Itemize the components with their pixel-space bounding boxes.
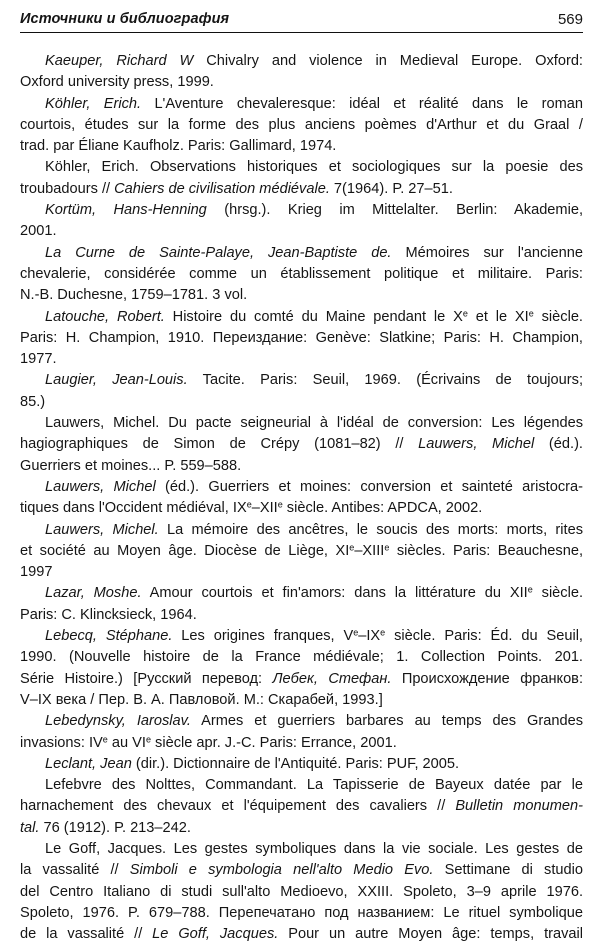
entry-line [20,541,583,562]
text-run: courtois, études sur la forme des plus anciens poèmes d'Arthur et du Graal / [20,116,583,133]
bib-entry [20,243,583,307]
text-run: Lefebvre des Nolttes, Commandant. La Tapisserie de Bayeux datée par le [45,777,583,794]
entry-line [20,498,583,519]
text-run: (éd.). Guerriers et moines: conversion et sainteté aristocra- [155,478,583,495]
bib-entry [20,626,583,711]
italic-text: Lazar, Moshe. [45,585,142,602]
superscript-ordinal: e [462,308,468,319]
page-number: 569 [557,10,583,28]
text-run: Guerriers et moines... P. 559–588. [20,457,242,474]
text-run: Paris: C. Klincksieck, 1964. [20,606,197,623]
text-run: Mémoires sur l'ancienne [391,244,584,261]
entry-line [20,839,583,860]
entry-line [20,94,583,115]
text-run: harnachement des chevaux et l'équipement des cavaliers // [20,798,456,815]
entry-line [20,285,583,306]
entry-line [20,51,583,72]
bib-entry [20,520,583,584]
text-run: siècle. [533,308,583,325]
text-run: troubadours // [20,180,115,197]
entry-line [20,328,583,349]
italic-text: Lebecq, Stéphane. [45,628,173,645]
text-run: Armes et guerriers barbares au temps des Grandes [190,713,584,730]
entry-line [20,669,583,690]
text-run: Chivalry and violence in Medieval Europe. Oxford: [193,53,583,69]
italic-text: Bulletin monumen- [455,798,583,815]
running-header [20,6,583,33]
entry-line [20,626,583,647]
bib-entry [20,754,583,775]
text-run: Amour courtois et fin'amors: dans la littérature du XII [141,585,528,602]
italic-text: Simboli e symbologia nell'alto Medio Evo. [129,862,434,879]
italic-text: Leclant, Jean [45,755,132,772]
text-run: siècle apr. J.-C. Paris: Errance, 2001. [150,734,397,751]
text-run: Histoire du comté du Maine pendant le X [164,308,463,325]
text-run: Les origines franques, V [172,628,354,645]
entry-line [20,690,583,711]
text-run: –XII [251,500,278,517]
bib-entry [20,370,583,413]
entry-line [20,115,583,136]
bib-entry [20,200,583,243]
superscript-ordinal: e [277,499,283,510]
entry-line [20,796,583,817]
text-run: 1997 [20,564,53,581]
text-run: siècle. [532,585,584,602]
text-run: L'Aventure chevaleresque: idéal et réalité dans le roman [141,95,584,112]
text-run: et société au Moyen âge. Diocèse de Liège, XI [20,542,350,559]
bibliography-list [20,51,583,945]
italic-text: Laugier, Jean-Louis. [45,372,188,389]
text-run: au VI [107,734,146,751]
text-run: –IX [358,628,381,645]
entry-line [20,413,583,434]
entry-line [20,200,583,221]
entry-line [20,307,583,328]
entry-line [20,72,583,93]
entry-line [20,775,583,796]
text-run: Le Goff, Jacques. Les gestes symboliques dans la vie sociale. Les gestes de [45,840,583,857]
superscript-ordinal: e [528,308,534,319]
superscript-ordinal: e [527,584,533,595]
entry-line [20,370,583,391]
text-run: N.-B. Duchesne, 1759–1781. 3 vol. [20,287,248,304]
bib-entry [20,51,583,94]
text-run: –XIII [354,542,385,559]
text-run: chevalerie, considérée comme un établissement politique et militaire. Paris: [20,265,583,282]
text-run: (hrsg.). Krieg im Mittelalter. Berlin: Akademie, [206,202,583,219]
text-run: siècles. Paris: Beauchesne, [389,542,584,559]
entry-line [20,903,583,924]
italic-text: Kaeuper, Richard W [45,53,194,69]
entry-line [20,562,583,583]
superscript-ordinal: e [145,733,151,744]
entry-line [20,711,583,732]
entry-line [20,733,583,754]
text-run: Spoleto, 1976. P. 679–788. Перепечатано под названием: Le rituel symbolique [20,904,583,921]
text-run: Происхождение франков: [391,670,583,687]
italic-text: Lauwers, Michel [418,436,535,453]
text-run: et le XI [467,308,529,325]
entry-line [20,860,583,881]
text-run: 2001. [20,223,57,240]
entry-line [20,583,583,604]
italic-text: Latouche, Robert. [45,308,165,325]
entry-line [20,179,583,200]
entry-line [20,157,583,178]
entry-line [20,243,583,264]
text-run: V–IX века / Пер. В. А. Павловой. М.: Скарабей, 1993.] [20,691,383,708]
bib-entry [20,157,583,200]
text-run: 76 (1912). P. 213–242. [39,819,191,836]
entry-line [20,924,583,945]
text-run: trad. par Éliane Kaufholz. Paris: Gallimard, 1974. [20,138,337,155]
italic-text: Lauwers, Michel. [45,521,159,538]
text-run: Pour un autre Moyen âge: temps, travail [278,926,583,943]
italic-text: tal. [20,819,40,836]
italic-text: Cahiers de civilisation médiévale. [114,180,330,197]
text-run: Settimane di studio [433,862,583,879]
text-run: Paris: H. Champion, 1910. Переиздание: Genève: Slatkine; Paris: H. Champion, [20,329,583,346]
bib-entry [20,477,583,520]
text-run: invasions: IV [20,734,103,751]
italic-text: Kortüm, Hans-Henning [45,202,207,219]
bib-entry [20,413,583,477]
italic-text: Le Goff, Jacques. [152,926,279,943]
text-run: (éd.). [534,436,583,453]
running-head-title: Источники и библиография [20,11,230,27]
text-run: tiques dans l'Occident médiéval, IX [20,500,247,517]
text-run: Oxford university press, 1999. [20,74,214,91]
text-run: 7(1964). P. 27–51. [329,180,453,197]
bib-entry [20,94,583,158]
text-run: Tacite. Paris: Seuil, 1969. (Écrivains de toujours; [187,372,583,389]
text-run: del Centro Italiano di studi sull'alto Medioevo, XXIII. Spoleto, 3–9 aprile 1976. [20,883,583,900]
bib-entry [20,839,583,945]
text-run: de la vassalité // [20,926,153,943]
text-run: siècle. Antibes: APDCA, 2002. [282,500,483,517]
text-run: Série Histoire.) [Русский перевод: [20,670,273,687]
bib-entry [20,775,583,839]
text-run: (dir.). Dictionnaire de l'Antiquité. Paris: PUF, 2005. [131,755,460,772]
italic-text: Lebedynsky, Iaroslav. [45,713,191,730]
entry-line [20,477,583,498]
italic-text: Köhler, Erich. [45,95,142,112]
text-run: 1977. [20,351,57,368]
entry-line [20,349,583,370]
text-run: Lauwers, Michel. Du pacte seigneurial à l'idéal de conversion: Les légendes [45,415,583,432]
superscript-ordinal: e [102,733,108,744]
entry-line [20,882,583,903]
entry-line [20,392,583,413]
text-run: 1990. (Nouvelle histoire de la France médiévale; 1. Collection Points. 201. [20,649,583,666]
entry-line [20,605,583,626]
bib-entry [20,307,583,371]
text-run: hagiographiques de Simon de Crépy (1081–82) // [20,436,419,453]
entry-line [20,520,583,541]
italic-text: La Curne de Sainte-Palaye, Jean-Baptiste de. [45,244,392,261]
superscript-ordinal: e [380,627,386,638]
text-run: 85.) [20,393,46,410]
italic-text: Лебек, Стефан. [272,670,392,687]
text-run: Köhler, Erich. Observations historiques et sociologiques sur la poesie des [45,159,583,176]
bib-entry [20,711,583,754]
italic-text: Lauwers, Michel [45,478,156,495]
entry-line [20,818,583,839]
superscript-ordinal: e [384,542,390,553]
text-run: La mémoire des ancêtres, le soucis des morts: morts, rites [158,521,583,538]
entry-line [20,136,583,157]
entry-line [20,264,583,285]
superscript-ordinal: e [353,627,359,638]
entry-line [20,434,583,455]
bib-entry [20,583,583,626]
entry-line [20,456,583,477]
text-run: siècle. Paris: Éd. du Seuil, [385,628,583,645]
entry-line [20,754,583,775]
superscript-ordinal: e [349,542,355,553]
superscript-ordinal: e [246,499,252,510]
entry-line [20,221,583,242]
entry-line [20,647,583,668]
text-run: la vassalité // [20,862,130,879]
